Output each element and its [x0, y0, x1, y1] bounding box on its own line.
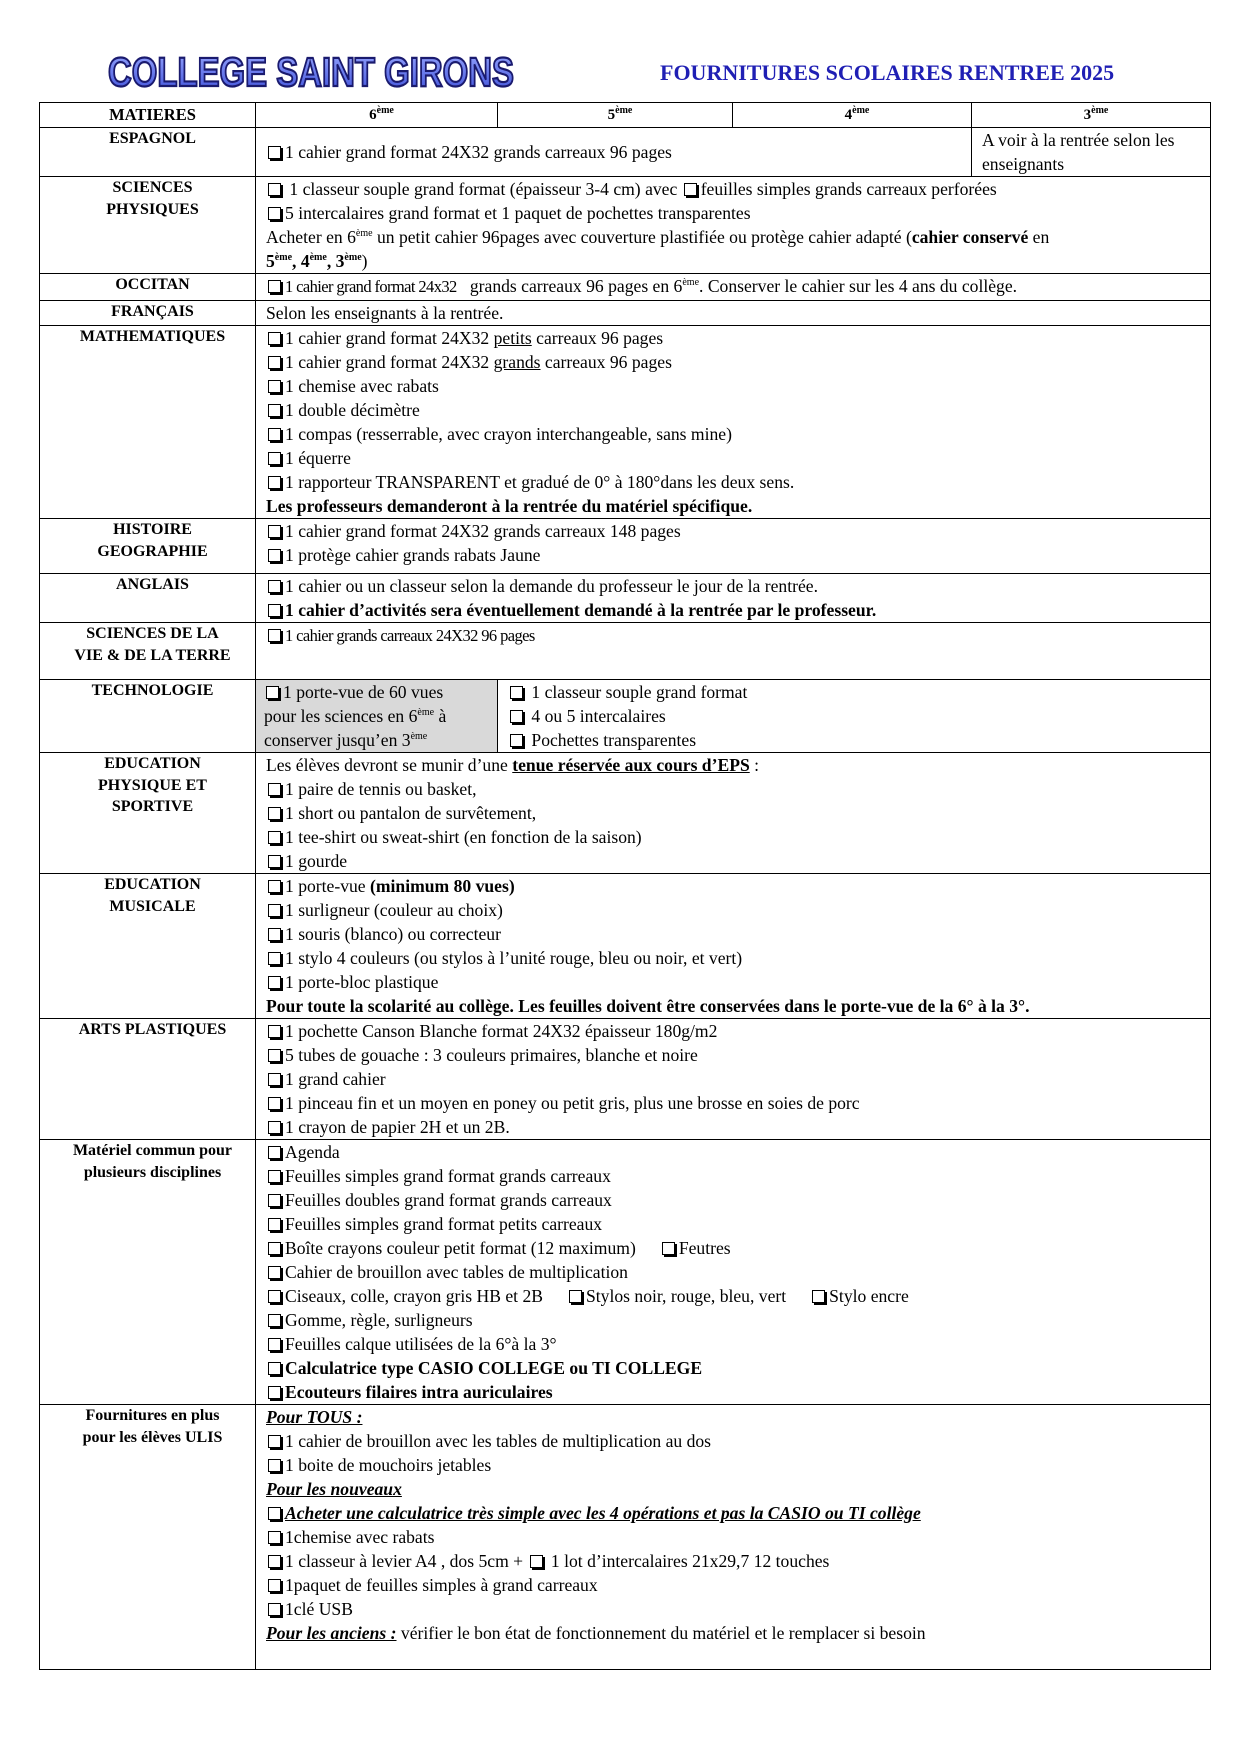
checkbox-icon	[268, 549, 281, 562]
checkbox-icon	[684, 183, 697, 196]
subject-occitan: OCCITAN	[40, 274, 256, 301]
checkbox-icon	[268, 807, 281, 820]
checkbox-icon	[268, 428, 281, 441]
anglais-items: 1 cahier ou un classeur selon la demande du professeur le jour de la rentrée. 1 cahier d’activités sera éventuellement demandé à la rentrée par le professeur.	[256, 574, 1211, 623]
checkbox-icon	[268, 332, 281, 345]
checkbox-icon	[268, 356, 281, 369]
header-row	[40, 103, 1211, 128]
document-title: FOURNITURES SCOLAIRES RENTREE 2025	[660, 60, 1115, 85]
checkbox-icon	[268, 1459, 281, 1472]
materiel-commun-items: Agenda Feuilles simples grand format grands carreaux Feuilles doubles grand format grands carreaux Feuilles simples grand format petits carreaux Boîte crayons couleur petit format (12 maximum) Feutres Cahier de brouillon avec tables de multiplication Ciseaux, colle, crayon gris HB et 2B Stylos noir, rouge, bleu, vert Stylo encre Gomme, règle, surligneurs Feuilles calque utilisées de la 6°à la 3° Calculatrice type CASIO COLLEGE ou TI COLLEGE Ecouteurs filaires intra auriculaires	[256, 1140, 1211, 1405]
checkbox-icon	[569, 1290, 582, 1303]
subject-mathematiques: MATHEMATIQUES	[40, 326, 256, 519]
subject-espagnol: ESPAGNOL	[40, 128, 256, 177]
checkbox-icon	[268, 1314, 281, 1327]
checkbox-icon	[268, 1025, 281, 1038]
checkbox-icon	[268, 1266, 281, 1279]
row-svt	[40, 623, 1211, 680]
checkbox-icon	[268, 1290, 281, 1303]
eps-items: Les élèves devront se munir d’une tenue réservée aux cours d’EPS : 1 paire de tennis ou basket, 1 short ou pantalon de survêtement, 1 tee-shirt ou sweat-shirt (en fonction de la saison) 1 gourde	[256, 753, 1211, 874]
checkbox-icon	[268, 1049, 281, 1062]
checkbox-icon	[268, 1531, 281, 1544]
checkbox-icon	[268, 280, 281, 293]
mathematiques-items: 1 cahier grand format 24X32 petits carreaux 96 pages 1 cahier grand format 24X32 grands carreaux 96 pages 1 chemise avec rabats 1 double décimètre 1 compas (resserrable, avec crayon interchangeable, sans mine) 1 équerre 1 rapporteur TRANSPARENT et gradué de 0° à 180°dans les deux sens. Les professeurs demanderont à la rentrée du matériel spécifique.	[256, 326, 1211, 519]
checkbox-icon	[268, 476, 281, 489]
checkbox-icon	[268, 1555, 281, 1568]
checkbox-icon	[268, 580, 281, 593]
subject-materiel-commun: Matériel commun pour plusieurs disciplines	[40, 1140, 256, 1405]
subject-technologie: TECHNOLOGIE	[40, 680, 256, 753]
row-anglais	[40, 574, 1211, 623]
checkbox-icon	[268, 1097, 281, 1110]
row-espagnol	[40, 128, 1211, 177]
subject-histoire-geographie: HISTOIRE GEOGRAPHIE	[40, 519, 256, 574]
row-eps	[40, 753, 1211, 874]
education-musicale-items: 1 porte-vue (minimum 80 vues) 1 surligneur (couleur au choix) 1 souris (blanco) ou correcteur 1 stylo 4 couleurs (ou stylos à l’unité rouge, bleu ou noir, et vert) 1 porte-bloc plastique Pour toute la scolarité au collège. Les feuilles doivent être conservées dans le porte-vue de la 6° à la 3°.	[256, 874, 1211, 1019]
checkbox-icon	[268, 1338, 281, 1351]
subject-eps: EDUCATION PHYSIQUE ET SPORTIVE	[40, 753, 256, 874]
checkbox-icon	[812, 1290, 825, 1303]
checkbox-icon	[268, 976, 281, 989]
checkbox-icon	[268, 1603, 281, 1616]
row-education-musicale	[40, 874, 1211, 1019]
college-logo	[104, 44, 524, 100]
histoire-geographie-items: 1 cahier grand format 24X32 grands carreaux 148 pages 1 protège cahier grands rabats Jaune	[256, 519, 1211, 574]
row-technologie	[40, 680, 1211, 753]
subject-sciences-physiques: SCIENCES PHYSIQUES	[40, 177, 256, 274]
checkbox-icon	[268, 1218, 281, 1231]
header-6eme: 6ème	[256, 103, 498, 128]
checkbox-icon	[268, 452, 281, 465]
checkbox-icon	[510, 710, 523, 723]
checkbox-icon	[268, 1170, 281, 1183]
checkbox-icon	[268, 404, 281, 417]
technologie-5eme-3eme: 1 classeur souple grand format 4 ou 5 intercalaires Pochettes transparentes	[498, 680, 1211, 753]
checkbox-icon	[268, 1386, 281, 1399]
checkbox-icon	[268, 783, 281, 796]
checkbox-icon	[268, 183, 281, 196]
francais-items: Selon les enseignants à la rentrée.	[256, 301, 1211, 326]
espagnol-3eme-note: A voir à la rentrée selon les enseignants	[972, 128, 1211, 177]
row-materiel-commun	[40, 1140, 1211, 1405]
checkbox-icon	[268, 1579, 281, 1592]
svt-items: 1 cahier grands carreaux 24X32 96 pages	[256, 623, 1211, 680]
arts-plastiques-items: 1 pochette Canson Blanche format 24X32 épaisseur 180g/m2 5 tubes de gouache : 3 couleurs primaires, blanche et noire 1 grand cahier 1 pinceau fin et un moyen en poney ou petit gris, plus une brosse en soies de porc 1 crayon de papier 2H et un 2B.	[256, 1019, 1211, 1140]
checkbox-icon	[268, 1073, 281, 1086]
subject-ulis: Fournitures en plus pour les élèves ULIS	[40, 1405, 256, 1670]
row-francais	[40, 301, 1211, 326]
checkbox-icon	[268, 1362, 281, 1375]
checkbox-icon	[530, 1555, 543, 1568]
subject-arts-plastiques: ARTS PLASTIQUES	[40, 1019, 256, 1140]
checkbox-icon	[268, 1146, 281, 1159]
ulis-items: Pour TOUS : 1 cahier de brouillon avec les tables de multiplication au dos 1 boite de mouchoirs jetables Pour les nouveaux Acheter une calculatrice très simple avec les 4 opérations et pas la CASIO ou TI collège 1chemise avec rabats 1 classeur à levier A4 , dos 5cm + 1 lot d’intercalaires 21x29,7 12 touches 1paquet de feuilles simples à grand carreaux 1clé USB Pour les anciens : vérifier le bon état de fonctionnement du matériel et le remplacer si besoin	[256, 1405, 1211, 1670]
svg-text:COLLEGE SAINT GIRONS: COLLEGE SAINT GIRONS	[108, 49, 514, 95]
checkbox-icon	[268, 629, 281, 642]
checkbox-icon	[268, 380, 281, 393]
checkbox-icon	[268, 855, 281, 868]
header-3eme: 3ème	[972, 103, 1211, 128]
espagnol-items: 1 cahier grand format 24X32 grands carreaux 96 pages	[256, 128, 972, 177]
row-occitan	[40, 274, 1211, 301]
subject-education-musicale: EDUCATION MUSICALE	[40, 874, 256, 1019]
sciences-physiques-items: 1 classeur souple grand format (épaisseur 3-4 cm) avec feuilles simples grands carreaux perforées 5 intercalaires grand format et 1 paquet de pochettes transparentes Acheter en 6ème un petit cahier 96pages avec couverture plastifiée ou protège cahier adapté (cahier conservé en 5ème, 4ème, 3ème)	[256, 177, 1211, 274]
checkbox-icon	[266, 686, 279, 699]
checkbox-icon	[268, 1507, 281, 1520]
technologie-6eme: 1 porte-vue de 60 vues pour les sciences en 6ème à conserver jusqu’en 3ème	[256, 680, 498, 753]
row-histoire-geographie	[40, 519, 1211, 574]
header-4eme: 4ème	[733, 103, 972, 128]
checkbox-icon	[268, 904, 281, 917]
checkbox-icon	[268, 1121, 281, 1134]
row-arts-plastiques	[40, 1019, 1211, 1140]
checkbox-icon	[268, 1194, 281, 1207]
checkbox-icon	[268, 831, 281, 844]
row-ulis	[40, 1405, 1211, 1670]
checkbox-icon	[510, 734, 523, 747]
subject-svt: SCIENCES DE LA VIE & DE LA TERRE	[40, 623, 256, 680]
supplies-table	[39, 102, 1211, 1670]
row-sciences-physiques	[40, 177, 1211, 274]
subject-anglais: ANGLAIS	[40, 574, 256, 623]
header-5eme: 5ème	[498, 103, 733, 128]
header-matieres: MATIERES	[40, 103, 256, 128]
checkbox-icon	[268, 525, 281, 538]
checkbox-icon	[268, 928, 281, 941]
subject-francais: FRANÇAIS	[40, 301, 256, 326]
checkbox-icon	[268, 880, 281, 893]
checkbox-icon	[268, 604, 281, 617]
row-mathematiques	[40, 326, 1211, 519]
checkbox-icon	[662, 1242, 675, 1255]
occitan-items: 1 cahier grand format 24x32 grands carreaux 96 pages en 6ème. Conserver le cahier sur les 4 ans du collège.	[256, 274, 1211, 301]
checkbox-icon	[268, 952, 281, 965]
checkbox-icon	[268, 207, 281, 220]
checkbox-icon	[268, 1435, 281, 1448]
checkbox-icon	[268, 146, 281, 159]
checkbox-icon	[510, 686, 523, 699]
checkbox-icon	[268, 1242, 281, 1255]
